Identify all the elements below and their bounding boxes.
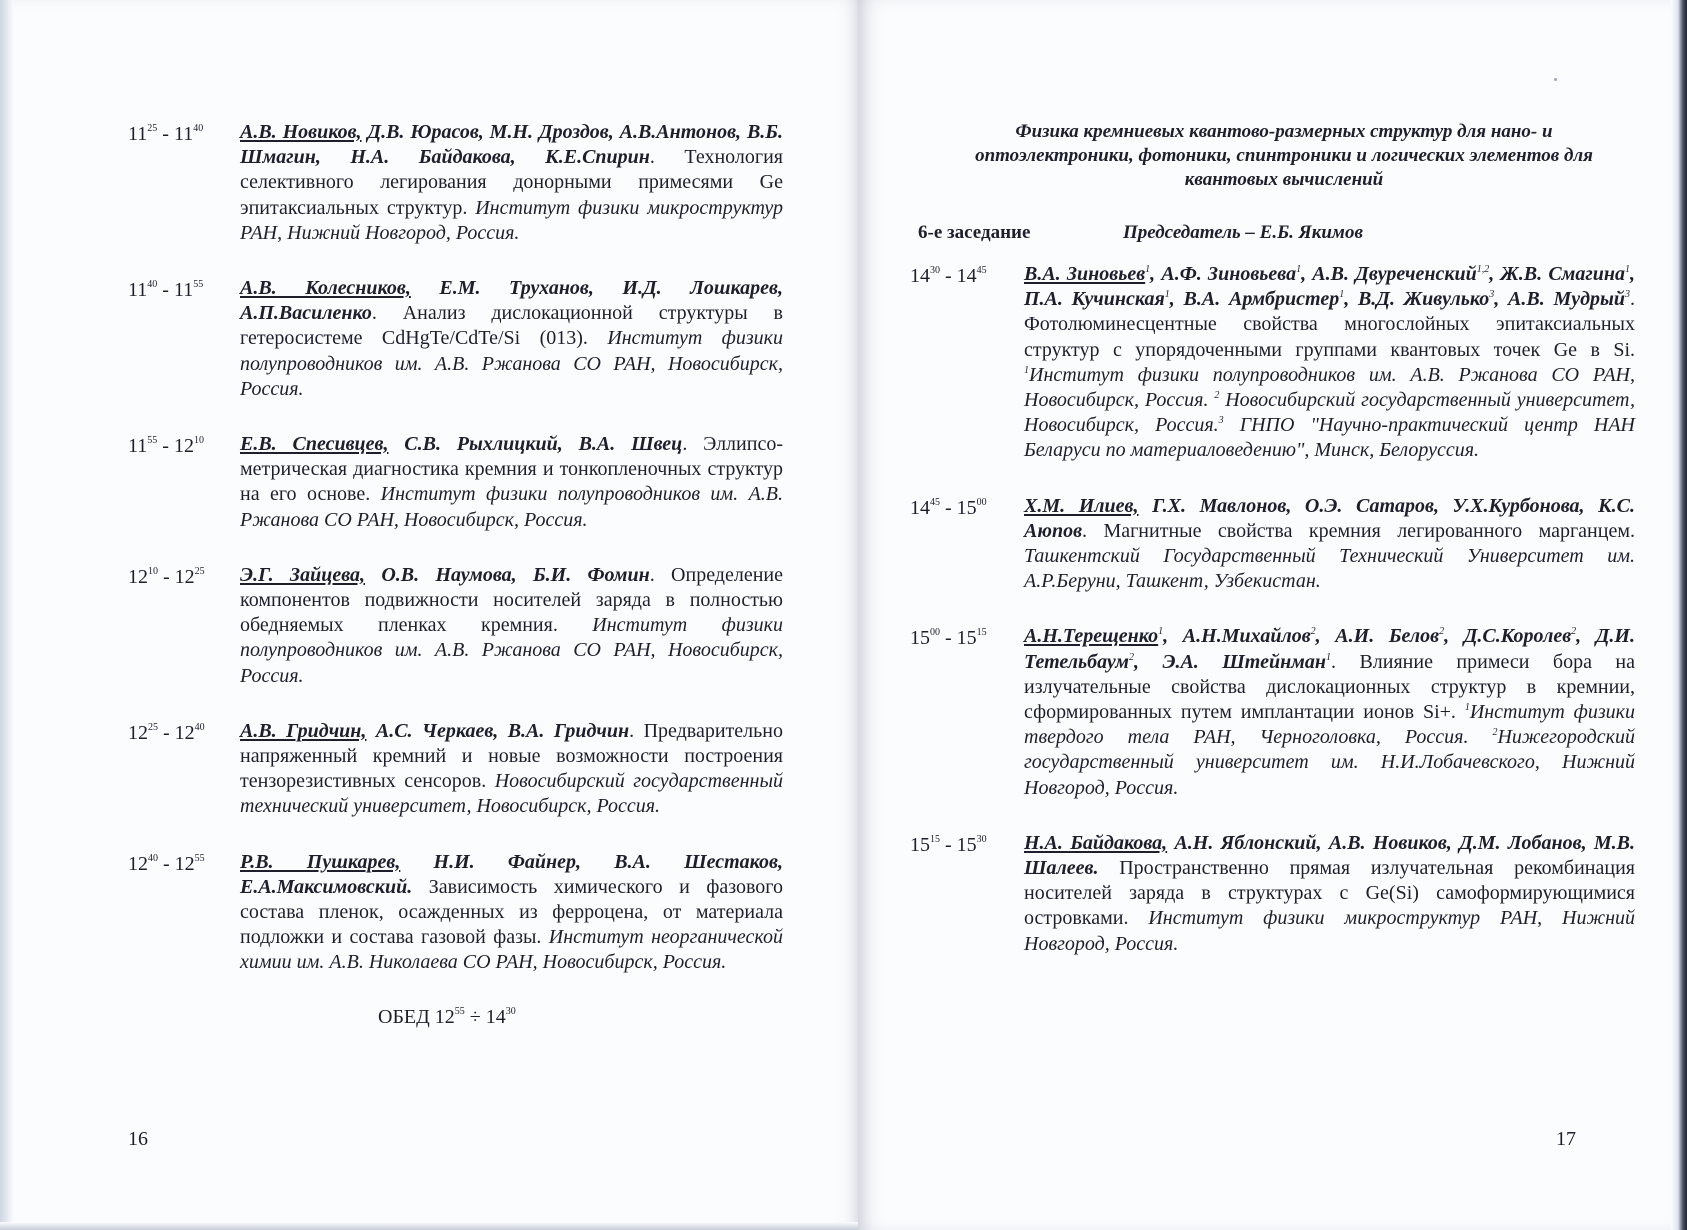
coauthor-name: , А.В. Двуреченский (1301, 263, 1477, 285)
coauthors: С.В. Рыхлицкий, В.А. Швец (388, 433, 683, 456)
time-slot: $12^{25} - 12^{40}$ (128, 721, 205, 744)
authors-list (1024, 263, 1635, 310)
coauthor-name: , В.Д. Живулько (1344, 288, 1490, 311)
presenter-name: Е.В. Спесивцев, (240, 433, 389, 456)
presenter-name: А.В. Колесников, (240, 277, 411, 300)
institution-name: Новосибирский государственный университет, Новосибирск, Россия. (1024, 389, 1635, 437)
time-slot: $12^{40} - 12^{55}$ (128, 852, 205, 875)
presenter-name: Н.А. Байдакова, (1024, 831, 1168, 854)
talk-title: . Эллипсометрическая диагностика кремния и тонкопленочных структур на его основе. (240, 433, 783, 506)
talk-title: Зависимость химического и фазового состава пленок, осажденных из ферроцена, от материала подложки и состава газовой фазы. (240, 875, 783, 949)
institution-name: Институт физики полупроводников им. А.В. Ржанова СО РАН, Новосибирск, Россия. (1024, 363, 1635, 412)
print-speck (1554, 78, 1557, 81)
talk-title: . Предварительно напряженный кремний и новые возможности построения тензорезистивных сенсоров. (240, 719, 783, 793)
talk-title: . Технология селективного легирования донорными примесями Ge эпитаксиальных структур. (240, 146, 783, 219)
talk-title: . Магнитные свойства кремния легированного марганцем. (1082, 519, 1635, 542)
affiliation-mark: 2 (1310, 626, 1316, 638)
talk-text (1024, 624, 1635, 800)
talk-text (240, 850, 783, 976)
presenter-name: А.В. Гридчин, (240, 719, 367, 742)
affiliation-mark: 3 (1625, 289, 1631, 301)
institution (1024, 364, 1635, 462)
right-page (858, 0, 1687, 1230)
presenter-name: Х.М. Илиев, (1024, 494, 1139, 517)
institution: Институт неорганической химии им. А.В. Николаева СО РАН, Новосибирск, Россия. (240, 926, 783, 974)
page-number: 17 (1556, 1128, 1576, 1150)
schedule-entry (910, 624, 1635, 800)
coauthors: Д.В. Юрасов, М.Н. Дроздов, А.В.Антонов, В.Б. Шмагин, Н.А. Байдакова, К.Е.Спирин (240, 121, 784, 169)
institution: Институт физики полупроводников им. А.В. Ржанова СО РАН, Новосибирск, Россия. (240, 327, 783, 400)
affiliation-mark: 1 (1326, 651, 1331, 663)
talk-text (240, 120, 783, 246)
schedule-entry (910, 831, 1635, 957)
coauthors: Е.М. Труханов, И.Д. Лошкарев, А.П.Василенко (240, 277, 783, 325)
session-chair: Председатель – Е.Б. Якимов (1123, 222, 1363, 243)
talk-title: . Определение компонентов подвижности носителей заряда в полностью обедняемых пленках кремния. (240, 563, 783, 637)
talk-title: Пространственно прямая излучательная рекомбинация носителей заряда в структурах с Ge(Si) самоформирующимися островками. (1024, 857, 1635, 930)
affiliation-mark: 1 (1164, 289, 1170, 301)
time-slot: $14^{30} - 14^{45}$ (910, 265, 987, 287)
time-slot: $14^{45} - 15^{00}$ (910, 496, 987, 519)
affiliation-mark: 1,2 (1476, 264, 1490, 275)
time-slot: $11^{40} - 11^{55}$ (128, 279, 204, 302)
schedule-entry (128, 719, 783, 820)
right-schedule (910, 120, 1635, 987)
affiliation-mark: 1 (1145, 264, 1151, 275)
schedule-entry (128, 850, 783, 976)
affiliation-mark: 1 (1158, 626, 1164, 638)
coauthor-name: , Ж.В. Смагина (1489, 263, 1625, 285)
page-number: 16 (128, 1128, 148, 1150)
affiliation-mark: 2 (1492, 727, 1498, 739)
institution: Новосибирский государственный технический университет, Новосибирск, Россия. (240, 770, 783, 818)
lunch-break: ОБЕД $12^{55} \div 14^{30}$ (378, 1005, 516, 1028)
affiliation-mark: 1 (1296, 264, 1302, 275)
institution: Ташкентский Государственный Технический Университет им. А.Р.Беруни, Ташкент, Узбекистан. (1024, 545, 1635, 593)
talk-text (240, 563, 783, 689)
affiliation-mark: 1 (1024, 364, 1029, 376)
presenter-name: Э.Г. Зайцева, (240, 563, 366, 586)
talk-text (1024, 262, 1635, 464)
time-slot: $15^{00} - 15^{15}$ (910, 627, 987, 650)
talk-text (240, 719, 783, 820)
session-header (910, 222, 1635, 244)
presenter-name: А.Н.Терещенко (1024, 625, 1159, 648)
coauthor-name: , А.И. Белов (1315, 625, 1440, 648)
section-title: Физика кремниевых квантово-размерных структур для нано- и оптоэлектроники, фотоники, спинтроники и логических элементов для квантовых вычислений (975, 121, 1593, 190)
talk-text (1024, 831, 1635, 957)
affiliation-mark: 1 (1464, 702, 1470, 714)
affiliation-mark: 2 (1571, 626, 1577, 638)
talk-text (240, 276, 783, 402)
time-slot: $12^{10} - 12^{25}$ (128, 565, 205, 588)
schedule-entry (128, 563, 783, 689)
affiliation-mark: 2 (1128, 651, 1134, 663)
session-label: 6-е заседание (918, 222, 1031, 243)
coauthor-name: , В.А. Армбристер (1169, 288, 1340, 311)
presenter-name: Р.В. Пушкарев, (240, 850, 401, 873)
affiliation-mark: 3 (1489, 289, 1495, 301)
institution-name: ГНПО "Научно-практический центр НАН Беларуси по материаловедению", Минск, Белоруссия. (1024, 414, 1635, 462)
institution: Институт физики микроструктур РАН, Нижний Новгород, Россия. (1024, 907, 1635, 955)
institution-name: Нижегородский государственный университет им. Н.И.Лобачевского, Нижний Новгород, Россия. (1024, 726, 1635, 799)
affiliation-mark: 2 (1439, 626, 1445, 638)
talk-title: . Анализ дислокационной структуры в гетеросистеме CdHgTe/CdTe/Si (013). (240, 302, 783, 350)
presenter-name: В.А. Зиновьев (1024, 263, 1146, 285)
coauthor-name: , П.А. Кучинская (1024, 263, 1635, 311)
coauthors: Г.Х. Мавлонов, О.Э. Сатаров, У.Х.Курбонова, К.С. Аюпов (1024, 494, 1635, 542)
coauthor-name: , Д.И. Тетельбаум (1024, 625, 1635, 673)
talk-title: . Фотолюминесцентные свойства многослойных эпитаксиальных структур с упорядоченными группами квантовых точек Ge в Si. (1024, 288, 1636, 361)
schedule-entry (128, 120, 783, 246)
schedule-entry (128, 276, 783, 402)
schedule-entry (910, 262, 1635, 464)
affiliation-mark: 1 (1625, 264, 1630, 275)
coauthor-name: , А.Ф. Зиновьева (1150, 263, 1297, 285)
coauthor-name: , А.В. Мудрый (1494, 288, 1626, 311)
coauthors: А.Н. Яблонский, А.В. Новиков, Д.М. Лобанов, М.В. Шалеев. (1024, 831, 1635, 880)
coauthors: Н.И. Файнер, В.А. Шестаков, Е.А.Максимовский. (240, 850, 783, 898)
affiliation-mark: 2 (1214, 390, 1220, 402)
coauthor-name: , Э.А. Штейнман (1133, 650, 1326, 673)
time-slot: $11^{25} - 11^{40}$ (128, 123, 204, 145)
coauthor-name: , А.Н.Михайлов (1163, 625, 1311, 648)
affiliation-mark: 3 (1218, 415, 1224, 427)
schedule-entry (910, 494, 1635, 595)
coauthors: А.С. Черкаев, В.А. Гридчин (366, 719, 630, 742)
presenter-name: А.В. Новиков, (240, 121, 362, 143)
institution: Институт физики полупроводников им. А.В. Ржанова СО РАН, Новосибирск, Россия. (240, 614, 783, 687)
coauthor-name: , Д.С.Королев (1444, 625, 1572, 648)
institution-name: Институт физики твердого тела РАН, Черноголовка, Россия. (1024, 701, 1635, 749)
time-slot: $15^{15} - 15^{30}$ (910, 833, 987, 856)
talk-title: . Влияние примеси бора на излучательные свойства дислокационных структур в кремнии, сформированных путем имплантации ионов Si+. (1024, 650, 1636, 724)
talk-text (240, 432, 783, 533)
schedule-entry (128, 432, 783, 533)
affiliation-mark: 1 (1339, 289, 1345, 301)
time-slot: $11^{55} - 12^{10}$ (128, 435, 204, 458)
left-schedule (128, 120, 783, 1029)
talk-text (1024, 494, 1635, 595)
coauthors: О.В. Наумова, Б.И. Фомин (365, 563, 650, 586)
institution: Институт физики микроструктур РАН, Нижний Новгород, Россия. (240, 196, 783, 244)
institution: Институт физики полупроводников им. А.В. Ржанова СО РАН, Новосибирск, Россия. (240, 483, 783, 531)
